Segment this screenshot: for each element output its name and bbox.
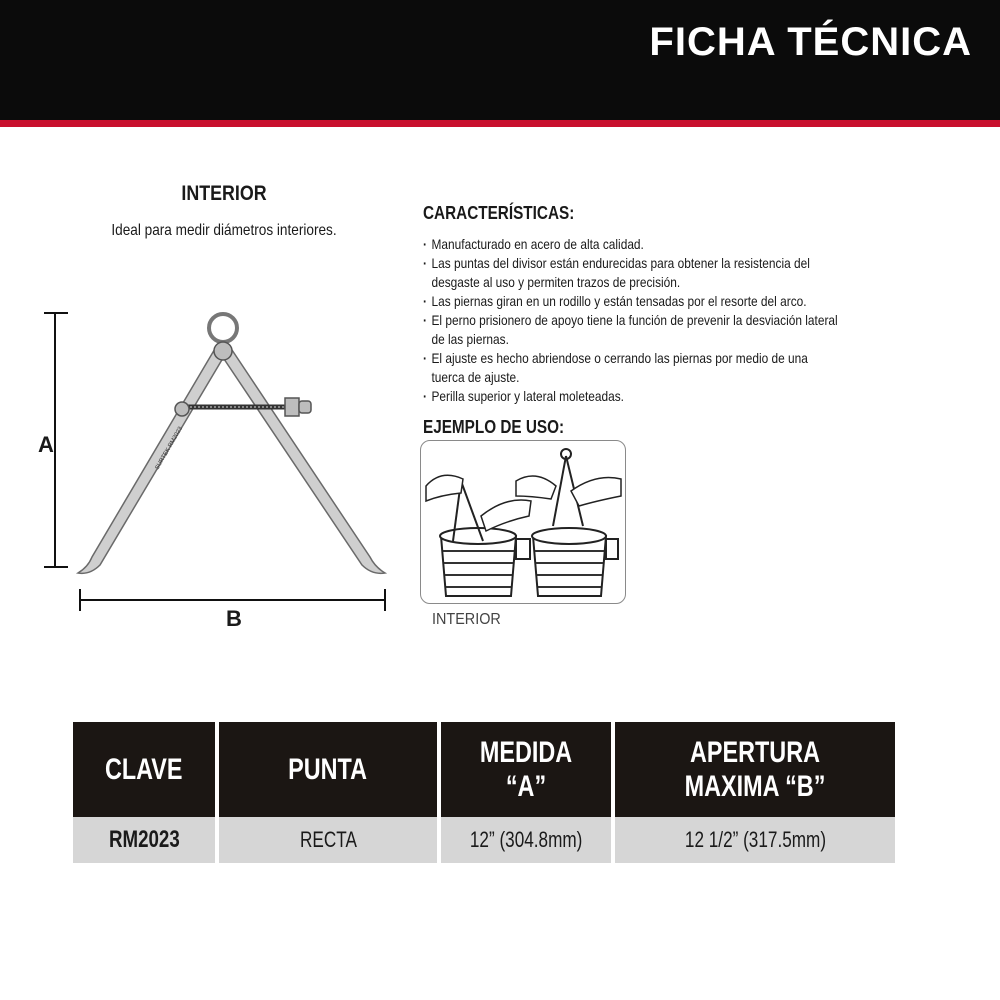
header-apertura-b: APERTURA MAXIMA “B” [613, 722, 895, 817]
caliper-illustration [30, 295, 400, 635]
spec-table-header [73, 722, 895, 817]
feature-item: · El ajuste es hecho abriendose o cerrando las piernas por medio de una tuerca de ajuste. [423, 349, 838, 387]
feature-item: · Las piernas giran en un rodillo y están tensadas por el resorte del arco. [423, 292, 838, 311]
cell-medida-a: 12” (304.8mm) [439, 817, 613, 863]
features-list [423, 235, 838, 406]
feature-item: · Las puntas del divisor están endurecidas para obtener la resistencia del desgaste al uso y permiten trazos de precisión. [423, 254, 838, 292]
cell-clave: RM2023 [73, 817, 217, 863]
dimension-b-label: B [226, 606, 242, 631]
header-accent-stripe [0, 120, 1000, 127]
usage-sketch [421, 441, 625, 603]
usage-example-image [420, 440, 626, 604]
usage-title: EJEMPLO DE USO: [423, 417, 565, 437]
usage-caption: INTERIOR [432, 611, 501, 628]
header-punta: PUNTA [217, 722, 439, 817]
cell-punta: RECTA [217, 817, 439, 863]
product-title: INTERIOR [181, 182, 267, 205]
feature-item: · Perilla superior y lateral moleteadas. [423, 387, 838, 406]
caliper-engraving: SURTEK RM2023 [154, 425, 185, 471]
header-clave: CLAVE [73, 722, 217, 817]
features-title: CARACTERÍSTICAS: [423, 203, 575, 223]
feature-item: · El perno prisionero de apoyo tiene la función de prevenir la desviación lateral de las piernas. [423, 311, 838, 349]
page-title: FICHA TÉCNICA [649, 20, 972, 64]
table-row [73, 817, 895, 863]
product-subtitle: Ideal para medir diámetros interiores. [111, 222, 337, 239]
header-medida-a: MEDIDA “A” [439, 722, 613, 817]
feature-item: · Manufacturado en acero de alta calidad. [423, 235, 838, 254]
dimension-a-label: A [38, 432, 54, 457]
spec-table [73, 722, 895, 863]
cell-apertura-b: 12 1/2” (317.5mm) [613, 817, 895, 863]
